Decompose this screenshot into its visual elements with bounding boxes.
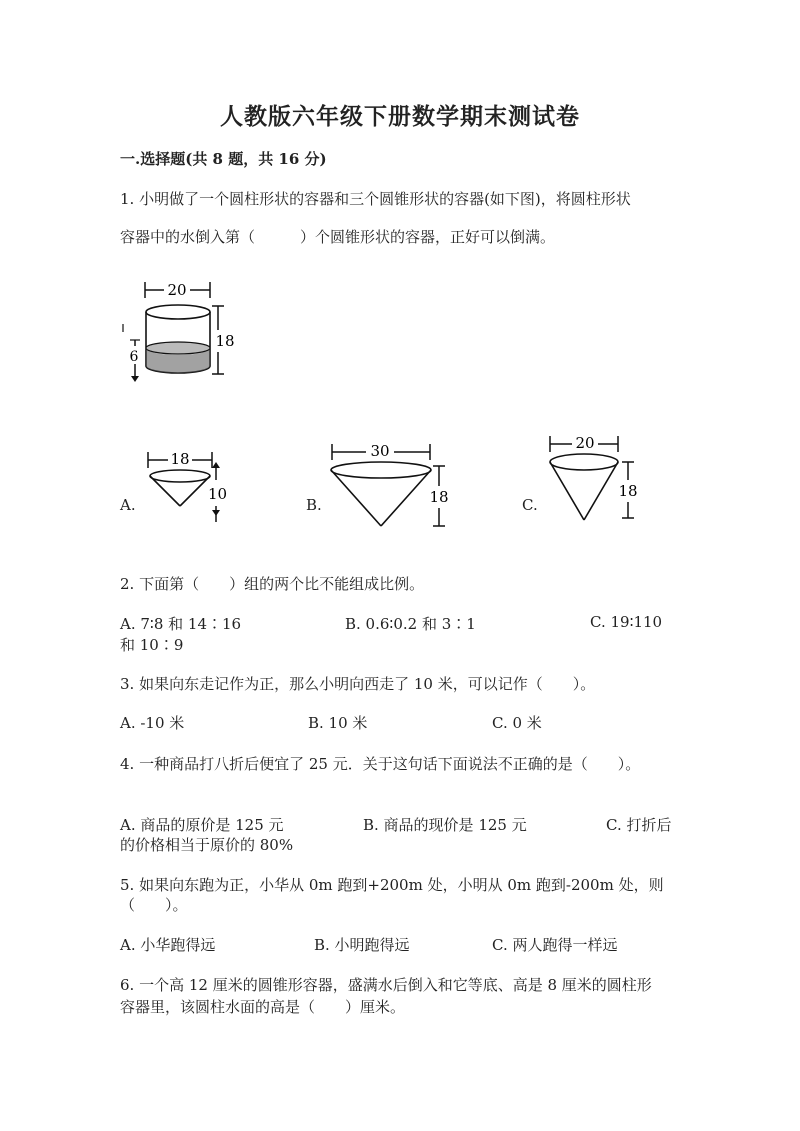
cone-b-figure <box>326 438 456 532</box>
question-3-option-a: A. -10 米 <box>120 714 185 732</box>
cone-a-diameter-label: 18 <box>170 450 190 468</box>
cone-c-diameter-label: 20 <box>575 434 595 452</box>
question-5-option-b: B. 小明跑得远 <box>314 936 410 954</box>
question-2-option-c-wrap: 和 10∶9 <box>120 636 184 654</box>
question-4-option-c: C. 打折后 <box>606 816 672 834</box>
question-1-line-2: 容器中的水倒入第（ ）个圆锥形状的容器，正好可以倒满。 <box>120 228 556 246</box>
cone-a-figure <box>144 446 244 526</box>
question-4-option-a: A. 商品的原价是 125 元 <box>120 816 284 834</box>
question-5-line-1: 5. 如果向东跑为正，小华从 0m 跑到+200m 处，小明从 0m 跑到-200m 处，则 <box>120 876 664 894</box>
cylinder-diameter-label: 20 <box>167 281 187 299</box>
cylinder-height-label: 18 <box>215 332 235 350</box>
question-5-line-2: （ ）。 <box>120 896 188 914</box>
question-2-option-a: A. 7∶8 和 14∶16 <box>120 615 242 633</box>
question-6-line-1: 6. 一个高 12 厘米的圆锥形容器，盛满水后倒入和它等底、高是 8 厘米的圆柱形 <box>120 976 652 994</box>
question-4-line-1: 4. 一种商品打八折后便宜了 25 元．关于这句话下面说法不正确的是（ ）。 <box>120 755 641 773</box>
question-3-option-c: C. 0 米 <box>492 714 542 732</box>
cone-b-diameter-label: 30 <box>370 442 390 460</box>
question-3-line-1: 3. 如果向东走记作为正，那么小明向西走了 10 米，可以记作（ ）。 <box>120 675 596 693</box>
section-heading: 一.选择题(共 8 题，共 16 分) <box>120 150 327 168</box>
cone-c-figure <box>546 430 646 530</box>
cone-a-label: A. <box>120 496 136 514</box>
question-5-option-a: A. 小华跑得远 <box>120 936 216 954</box>
question-1-line-1: 1. 小明做了一个圆柱形状的容器和三个圆锥形状的容器(如下图)，将圆柱形状 <box>120 190 631 208</box>
question-5-option-c: C. 两人跑得一样远 <box>492 936 618 954</box>
cone-b-label: B. <box>306 496 322 514</box>
cone-b-height-label: 18 <box>429 488 449 506</box>
cone-a-height-label: 10 <box>208 485 228 503</box>
question-2-option-b: B. 0.6∶0.2 和 3∶1 <box>345 615 476 633</box>
question-4-option-c-wrap: 的价格相当于原价的 80% <box>120 836 294 854</box>
cone-c-height-label: 18 <box>618 482 638 500</box>
cylinder-figure <box>118 276 248 386</box>
question-3-option-b: B. 10 米 <box>308 714 368 732</box>
question-6-line-2: 容器里，该圆柱水面的高是（ ）厘米。 <box>120 998 406 1016</box>
cylinder-water-label: 6 <box>129 349 139 365</box>
question-2-option-c: C. 19∶110 <box>590 613 663 631</box>
question-4-option-b: B. 商品的现价是 125 元 <box>363 816 527 834</box>
cone-c-label: C. <box>522 496 538 514</box>
page-title: 人教版六年级下册数学期末测试卷 <box>220 103 580 130</box>
question-2-line-1: 2. 下面第（ ）组的两个比不能组成比例。 <box>120 575 425 593</box>
